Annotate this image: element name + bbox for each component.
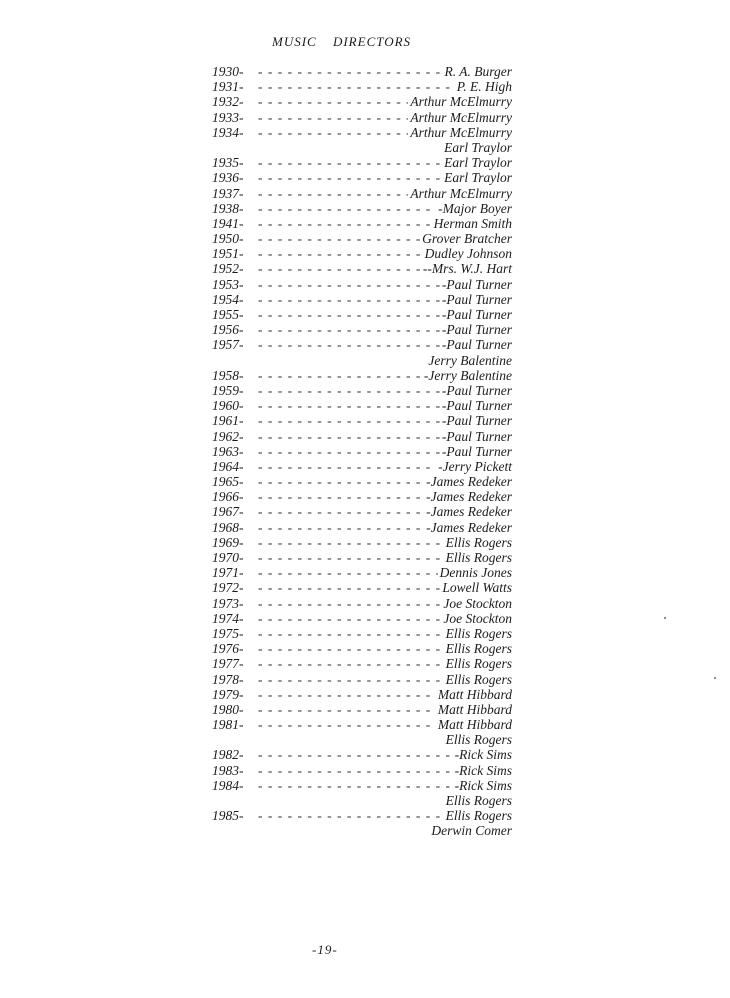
leader-dashes — [258, 322, 440, 337]
entry-name: P. E. High — [456, 79, 512, 95]
entry-name: Lowell Watts — [442, 580, 512, 596]
entry-name: -James Redeker — [426, 489, 512, 505]
entry-year: 1979- — [212, 686, 244, 702]
entry-name: --Mrs. W.J. Hart — [422, 261, 512, 277]
entry-name: Arthur McElmurry — [410, 109, 512, 125]
entry-year: 1933- — [212, 109, 244, 125]
entry-name: Derwin Comer — [431, 823, 512, 839]
leader-dashes — [258, 277, 440, 292]
entry-year: 1937- — [212, 185, 244, 201]
entry-year: 1977- — [212, 656, 244, 672]
leader-dashes — [258, 413, 440, 428]
leader-dashes — [258, 641, 444, 656]
entry-name: Matt Hibbard — [437, 717, 512, 733]
director-entry — [212, 687, 512, 702]
director-entry — [212, 702, 512, 717]
leader-dashes — [258, 550, 444, 565]
director-entry — [212, 125, 512, 140]
director-entry — [212, 79, 512, 94]
director-entry — [212, 459, 512, 474]
director-entry — [212, 656, 512, 671]
director-entry — [212, 565, 512, 580]
entry-year: 1975- — [212, 625, 244, 641]
entry-year: 1971- — [212, 565, 244, 581]
leader-dashes — [258, 520, 424, 535]
leader-dashes — [258, 170, 442, 185]
entry-year: 1966- — [212, 489, 244, 505]
leader-dashes — [258, 79, 455, 94]
director-entry — [212, 307, 512, 322]
scan-speck — [664, 617, 666, 619]
entry-name: Ellis Rogers — [445, 793, 512, 808]
leader-dashes — [258, 580, 440, 595]
entry-name: Ellis Rogers — [445, 656, 512, 672]
entry-name: -Paul Turner — [441, 428, 512, 444]
entry-name: -Paul Turner — [441, 276, 512, 292]
director-entry — [212, 504, 512, 519]
leader-dashes — [258, 444, 440, 459]
leader-dashes — [258, 307, 440, 322]
director-entry — [212, 823, 512, 838]
leader-dashes — [258, 778, 453, 793]
entry-year: 1981- — [212, 717, 244, 733]
entry-name: -Paul Turner — [441, 322, 512, 338]
director-entry — [212, 489, 512, 504]
leader-dashes — [258, 626, 444, 641]
entry-year: 1969- — [212, 534, 244, 550]
leader-dashes — [258, 747, 453, 762]
entry-name: R. A. Burger — [444, 64, 512, 79]
entry-year: 1958- — [212, 367, 244, 383]
director-entry — [212, 429, 512, 444]
director-entry — [212, 398, 512, 413]
director-entry — [212, 246, 512, 261]
director-entry — [212, 322, 512, 337]
director-entry — [212, 596, 512, 611]
entry-year: 1982- — [212, 747, 244, 763]
entry-name: Joe Stockton — [443, 610, 512, 626]
entry-name: Earl Traylor — [444, 155, 512, 171]
leader-dashes — [258, 261, 421, 276]
leader-dashes — [258, 383, 440, 398]
entry-year: 1980- — [212, 701, 244, 717]
entry-name: Earl Traylor — [444, 170, 512, 186]
entry-name: Dudley Johnson — [424, 246, 512, 262]
entry-year: 1934- — [212, 124, 244, 140]
entry-name: -Paul Turner — [441, 382, 512, 398]
director-entry — [212, 763, 512, 778]
entry-name: -Paul Turner — [441, 307, 512, 322]
director-entry — [212, 64, 512, 79]
leader-dashes — [258, 125, 408, 140]
entry-name: -James Redeker — [426, 474, 512, 490]
director-entry — [212, 520, 512, 535]
entry-year: 1956- — [212, 322, 244, 338]
director-entry — [212, 201, 512, 216]
director-entry — [212, 793, 512, 808]
entry-name: -Rick Sims — [454, 777, 512, 793]
leader-dashes — [258, 155, 442, 170]
leader-dashes — [258, 201, 436, 216]
entry-year: 1985- — [212, 808, 244, 824]
director-entry — [212, 717, 512, 732]
entry-name: -James Redeker — [426, 519, 512, 535]
leader-dashes — [258, 216, 432, 231]
leader-dashes — [258, 808, 444, 823]
entry-name: Joe Stockton — [443, 595, 512, 611]
entry-name: -Jerry Balentine — [423, 367, 512, 383]
director-entry — [212, 216, 512, 231]
director-entry — [212, 626, 512, 641]
director-entry — [212, 474, 512, 489]
director-entry — [212, 277, 512, 292]
entry-year: 1932- — [212, 94, 244, 110]
director-entry — [212, 110, 512, 125]
director-entry — [212, 778, 512, 793]
entry-year: 1976- — [212, 641, 244, 657]
leader-dashes — [258, 64, 443, 79]
page-number: -19- — [312, 942, 338, 957]
entry-year: 1954- — [212, 291, 244, 307]
leader-dashes — [258, 429, 440, 444]
leader-dashes — [258, 535, 444, 550]
leader-dashes — [258, 246, 423, 261]
entry-name: -Paul Turner — [441, 413, 512, 429]
entry-name: Matt Hibbard — [437, 686, 512, 702]
entry-name: Ellis Rogers — [445, 625, 512, 641]
director-entry — [212, 732, 512, 747]
director-entry — [212, 94, 512, 109]
director-entry — [212, 170, 512, 185]
entry-name: Matt Hibbard — [437, 701, 512, 717]
entry-name: Ellis Rogers — [445, 732, 512, 748]
entry-year: 1951- — [212, 246, 244, 262]
entry-year: 1930- — [212, 64, 244, 79]
leader-dashes — [258, 611, 441, 626]
director-entry — [212, 808, 512, 823]
entry-name: -Major Boyer — [438, 200, 512, 216]
entry-year: 1941- — [212, 215, 244, 231]
entry-name: Arthur McElmurry — [410, 185, 512, 201]
leader-dashes — [258, 292, 440, 307]
entry-year: 1936- — [212, 170, 244, 186]
director-entry — [212, 231, 512, 246]
director-entry — [212, 747, 512, 762]
entry-year: 1972- — [212, 580, 244, 596]
director-entry — [212, 611, 512, 626]
leader-dashes — [258, 565, 438, 580]
director-entry — [212, 535, 512, 550]
leader-dashes — [258, 110, 408, 125]
director-entry — [212, 413, 512, 428]
entry-year: 1960- — [212, 398, 244, 414]
entry-name: Jerry Balentine — [428, 352, 512, 368]
entry-name: Ellis Rogers — [445, 534, 512, 550]
leader-dashes — [258, 687, 436, 702]
entry-name: Arthur McElmurry — [410, 94, 512, 110]
entry-name: -Paul Turner — [441, 291, 512, 307]
director-entry — [212, 353, 512, 368]
entry-year: 1973- — [212, 595, 244, 611]
leader-dashes — [258, 186, 408, 201]
director-entry — [212, 292, 512, 307]
entry-name: Herman Smith — [433, 215, 512, 231]
leader-dashes — [258, 337, 440, 352]
entry-year: 1935- — [212, 155, 244, 171]
director-entry — [212, 261, 512, 276]
entry-name: Ellis Rogers — [445, 641, 512, 657]
entry-name: -Paul Turner — [441, 398, 512, 414]
entry-year: 1978- — [212, 671, 244, 687]
entry-year: 1983- — [212, 762, 244, 778]
page-title: MUSIC DIRECTORS — [272, 34, 412, 49]
entry-year: 1952- — [212, 261, 244, 277]
leader-dashes — [258, 702, 436, 717]
scan-speck — [714, 677, 716, 679]
director-entry — [212, 368, 512, 383]
music-directors-list — [212, 64, 512, 839]
leader-dashes — [258, 474, 424, 489]
leader-dashes — [258, 717, 436, 732]
leader-dashes — [258, 368, 422, 383]
entry-year: 1962- — [212, 428, 244, 444]
entry-year: 1970- — [212, 550, 244, 565]
entry-year: 1961- — [212, 413, 244, 429]
leader-dashes — [258, 398, 440, 413]
entry-name: Arthur McElmurry — [410, 124, 512, 140]
entry-name: Ellis Rogers — [445, 671, 512, 687]
entry-year: 1931- — [212, 79, 244, 95]
entry-year: 1965- — [212, 474, 244, 490]
director-entry — [212, 672, 512, 687]
entry-name: Ellis Rogers — [445, 550, 512, 565]
entry-name: -Paul Turner — [441, 443, 512, 459]
director-entry — [212, 337, 512, 352]
director-entry — [212, 140, 512, 155]
entry-year: 1953- — [212, 276, 244, 292]
entry-year: 1964- — [212, 458, 244, 474]
leader-dashes — [258, 489, 424, 504]
leader-dashes — [258, 459, 436, 474]
director-entry — [212, 444, 512, 459]
entry-name: Ellis Rogers — [445, 808, 512, 824]
director-entry — [212, 550, 512, 565]
leader-dashes — [258, 504, 424, 519]
entry-name: -Paul Turner — [441, 337, 512, 353]
leader-dashes — [258, 596, 441, 611]
entry-name: -Rick Sims — [454, 747, 512, 763]
director-entry — [212, 641, 512, 656]
leader-dashes — [258, 656, 444, 671]
entry-name: Grover Bratcher — [422, 231, 512, 247]
entry-year: 1955- — [212, 307, 244, 322]
entry-name: Dennis Jones — [439, 565, 512, 581]
entry-year: 1968- — [212, 519, 244, 535]
entry-name: -James Redeker — [426, 504, 512, 520]
entry-name: -Rick Sims — [454, 762, 512, 778]
entry-year: 1967- — [212, 504, 244, 520]
entry-year: 1938- — [212, 200, 244, 216]
director-entry — [212, 186, 512, 201]
leader-dashes — [258, 672, 444, 687]
entry-year: 1963- — [212, 443, 244, 459]
leader-dashes — [258, 231, 420, 246]
director-entry — [212, 383, 512, 398]
entry-year: 1957- — [212, 337, 244, 353]
entry-year: 1959- — [212, 382, 244, 398]
entry-name: -Jerry Pickett — [438, 458, 512, 474]
director-entry — [212, 580, 512, 595]
leader-dashes — [258, 94, 408, 109]
leader-dashes — [258, 763, 453, 778]
entry-name: Earl Traylor — [444, 139, 512, 155]
entry-year: 1984- — [212, 777, 244, 793]
entry-year: 1950- — [212, 231, 244, 247]
director-entry — [212, 155, 512, 170]
entry-year: 1974- — [212, 610, 244, 626]
